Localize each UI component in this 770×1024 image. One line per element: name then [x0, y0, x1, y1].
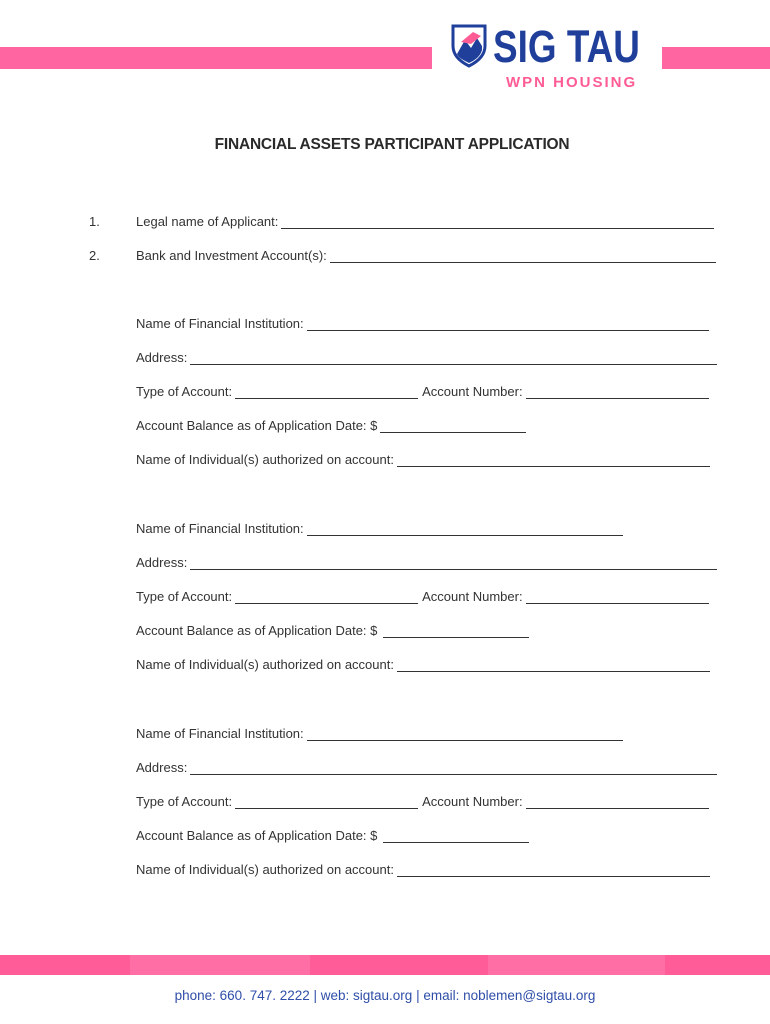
shield-icon: [451, 24, 487, 68]
brand-name: SIG TAU: [493, 21, 640, 72]
brand-subtitle: WPN HOUSING: [506, 74, 638, 91]
header-accent-bar-right: [662, 47, 770, 69]
bank-accounts-field: [136, 248, 716, 263]
balance-line[interactable]: [383, 625, 529, 638]
authorized-line[interactable]: [397, 659, 710, 672]
applicant-name-line[interactable]: [281, 216, 714, 229]
institution-line[interactable]: [307, 318, 709, 331]
balance-field-1: [136, 418, 526, 433]
balance-field-2: [136, 623, 529, 638]
address-line[interactable]: [190, 557, 717, 570]
sig-tau-logo: [451, 21, 651, 94]
account-type-number-row-2: [136, 589, 709, 604]
balance-line[interactable]: [380, 420, 526, 433]
footer-bar-segment: [310, 955, 488, 975]
item-number-1: 1.: [89, 214, 100, 229]
header-accent-bar-left: [0, 47, 432, 69]
field-label: Type of Account:: [136, 384, 233, 399]
field-label: Type of Account:: [136, 589, 233, 604]
account-number-line[interactable]: [526, 796, 709, 809]
address-field-2: [136, 555, 717, 570]
page-title: FINANCIAL ASSETS PARTICIPANT APPLICATION: [214, 136, 570, 153]
field-label: Address:: [136, 760, 188, 775]
authorized-line[interactable]: [397, 454, 710, 467]
field-label: Name of Financial Institution:: [136, 316, 304, 331]
authorized-field-3: [136, 862, 710, 877]
field-label: Legal name of Applicant:: [136, 214, 279, 229]
address-line[interactable]: [190, 762, 717, 775]
footer-bar-segment: [0, 955, 130, 975]
field-label: Account Number:: [422, 589, 523, 604]
field-label: Name of Individual(s) authorized on account:: [136, 452, 394, 467]
authorized-line[interactable]: [397, 864, 710, 877]
item-number-2: 2.: [89, 248, 100, 263]
footer-accent-bar: [0, 955, 770, 975]
institution-field-2: [136, 521, 623, 536]
institution-field-1: [136, 316, 709, 331]
field-label: Account Number:: [422, 384, 523, 399]
account-number-line[interactable]: [526, 591, 709, 604]
bank-accounts-line[interactable]: [330, 250, 716, 263]
account-number-line[interactable]: [526, 386, 709, 399]
field-label: Name of Financial Institution:: [136, 521, 304, 536]
account-type-number-row-1: [136, 384, 709, 399]
field-label: Name of Financial Institution:: [136, 726, 304, 741]
account-type-number-row-3: [136, 794, 709, 809]
field-label: Address:: [136, 350, 188, 365]
institution-field-3: [136, 726, 623, 741]
footer-bar-segment: [665, 955, 770, 975]
address-line[interactable]: [190, 352, 717, 365]
account-type-line[interactable]: [235, 386, 418, 399]
field-label: Bank and Investment Account(s):: [136, 248, 327, 263]
balance-field-3: [136, 828, 529, 843]
institution-line[interactable]: [307, 523, 623, 536]
authorized-field-1: [136, 452, 710, 467]
account-type-line[interactable]: [235, 591, 418, 604]
field-label: Account Balance as of Application Date: $: [136, 623, 378, 638]
address-field-1: [136, 350, 717, 365]
field-label: Account Number:: [422, 794, 523, 809]
balance-line[interactable]: [383, 830, 529, 843]
footer-contact: phone: 660. 747. 2222 | web: sigtau.org | email: noblemen@sigtau.org: [174, 988, 596, 1003]
authorized-field-2: [136, 657, 710, 672]
field-label: Address:: [136, 555, 188, 570]
field-label: Account Balance as of Application Date: $: [136, 828, 378, 843]
applicant-name-field: [136, 214, 714, 229]
field-label: Type of Account:: [136, 794, 233, 809]
field-label: Name of Individual(s) authorized on account:: [136, 657, 394, 672]
institution-line[interactable]: [307, 728, 623, 741]
address-field-3: [136, 760, 717, 775]
account-type-line[interactable]: [235, 796, 418, 809]
field-label: Account Balance as of Application Date: $: [136, 418, 378, 433]
field-label: Name of Individual(s) authorized on account:: [136, 862, 394, 877]
